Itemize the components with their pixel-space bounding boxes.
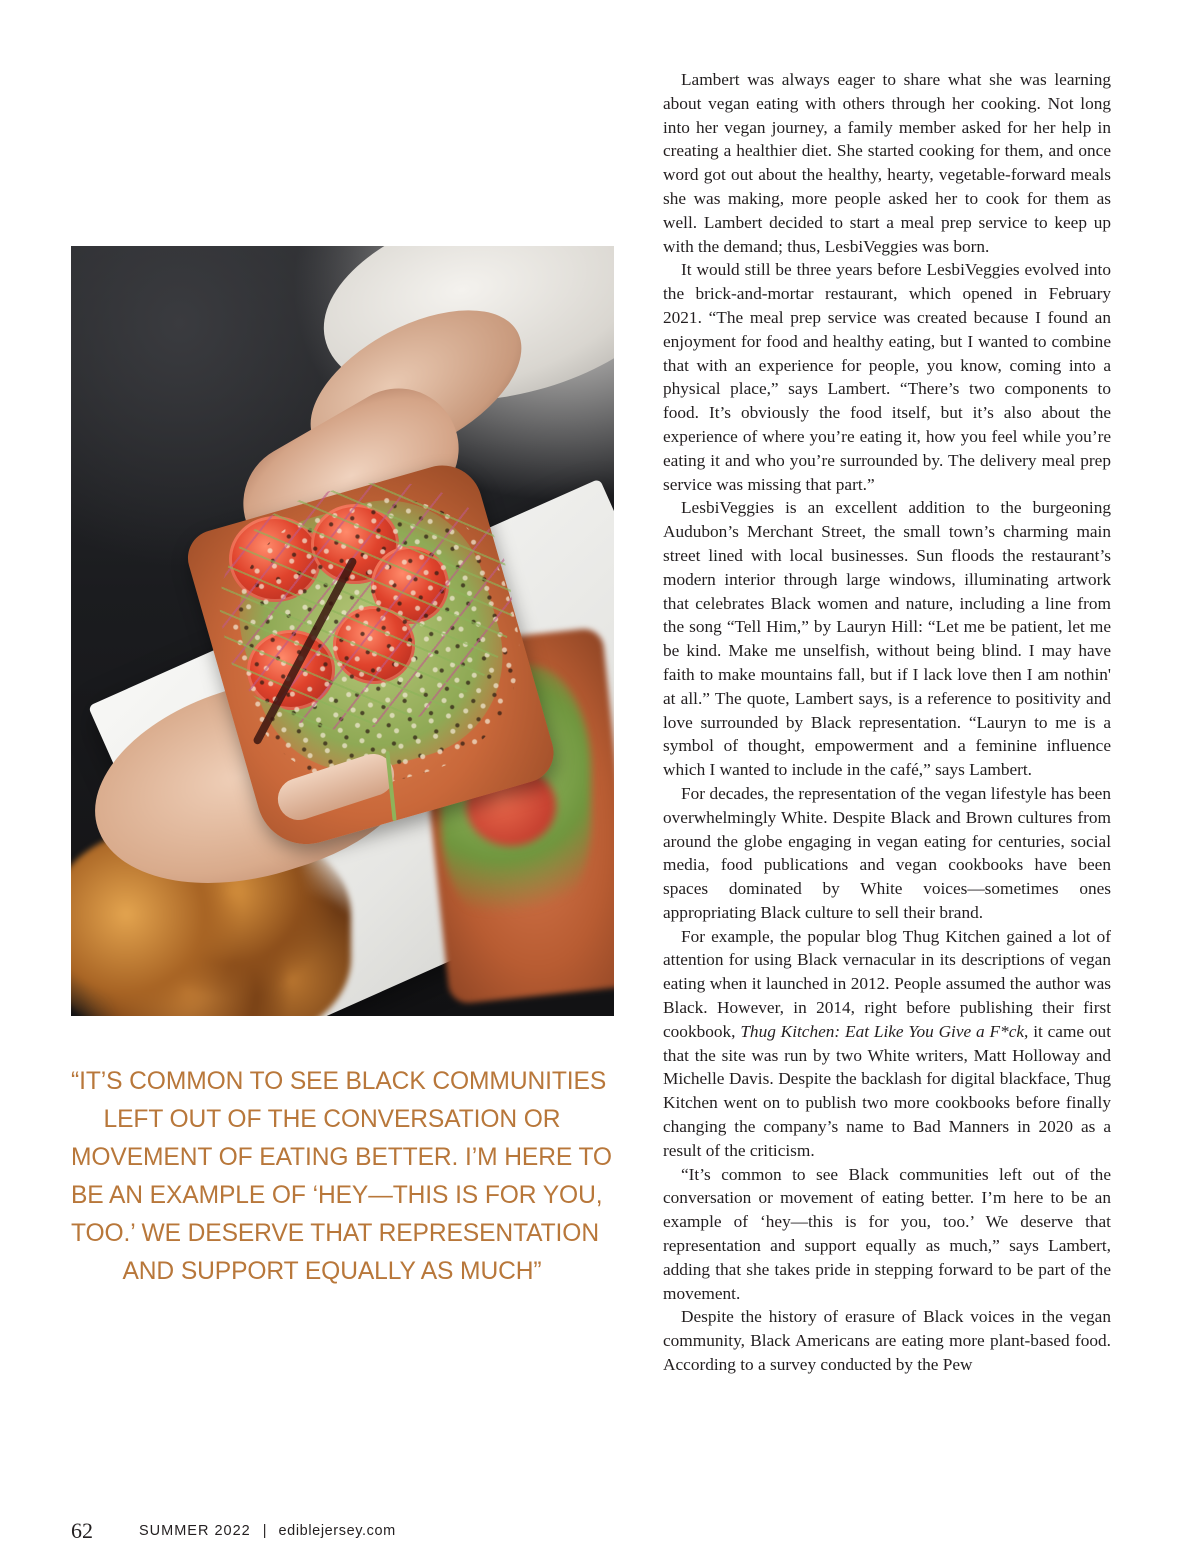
pull-quote-line: “IT’S COMMON TO SEE BLACK COMMUNITIES xyxy=(71,1068,607,1095)
pull-quote-line: BE AN EXAMPLE OF ‘HEY—THIS IS FOR YOU, xyxy=(71,1182,603,1210)
article-paragraph: Despite the history of erasure of Black voices in the vegan community, Black Americans are eating more plant-based food. According to a survey conducted by the Pew xyxy=(663,1307,1111,1375)
page-number: 62 xyxy=(71,1518,93,1543)
pull-quote-line: TOO.’ WE DESERVE THAT REPRESENTATION xyxy=(71,1220,599,1248)
article-paragraph: It would still be three years before LesbiVeggies evolved into the brick-and-mortar restaurant, which opened in February 2021. “The meal prep service was created because I found an enjoyment for food and healthy eating, but I wanted to combine that with an experience for people, you know, coming into a physical place,” says Lambert. “There’s two components to food. It’s obviously the food itself, but it’s also about the experience of where you’re eating it, how you feel while you’re eating it and who you’re surrounded by. The delivery meal prep service was missing that part.” xyxy=(663,260,1111,494)
pull-quote-line: MOVEMENT OF EATING BETTER. I’M HERE TO xyxy=(71,1144,612,1172)
footer-separator: | xyxy=(262,1523,267,1539)
article-body xyxy=(663,68,1111,1377)
article-paragraph: For decades, the representation of the vegan lifestyle has been overwhelmingly White. Despite Black and Brown cultures from around the globe engaging in vegan eating for centuries, social media, food publications and vegan cookbooks have been spaces dominated by White voices—sometimes ones appropriating Black culture to sell their brand. xyxy=(663,783,1111,922)
paragraph-text: For example, the popular blog Thug Kitchen gained a lot of attention for using Black vernacular in its descriptions of vegan eating when it launched in 2012. People assumed the author was Black. However, in 2014, right before publishing their first cookbook, xyxy=(663,926,1111,1041)
article-paragraph: Lambert was always eager to share what she was learning about vegan eating with others through her cooking. Not long into her vegan journey, a family member asked for her help in creating a healthier diet. She started cooking for them, and once word got out about the healthy, hearty, vegetable-forward meals she was making, more people asked her to cook for them as well. Lambert decided to start a meal prep service to keep up with the demand; thus, LesbiVeggies was born. xyxy=(663,70,1111,256)
website-link[interactable]: ediblejersey.com xyxy=(278,1523,396,1539)
pull-quote xyxy=(71,1063,612,1292)
issue-label: SUMMER 2022 xyxy=(139,1523,251,1539)
page-footer xyxy=(71,1518,396,1544)
pull-quote-line: AND SUPPORT EQUALLY AS MUCH” xyxy=(122,1258,542,1286)
article-paragraph xyxy=(663,925,1111,1163)
article-paragraph: “It’s common to see Black communities left out of the conversation or movement of eating better. I’m here to be an example of ‘hey—this is for you, too.’ We deserve that representation and support equally as much,” says Lambert, adding that she takes pride in stepping forward to be part of the movement. xyxy=(663,1164,1111,1303)
paragraph-text: , it came out that the site was run by two White writers, Matt Holloway and Michelle Davis. Despite the backlash for digital blackface, Thug Kitchen went on to publish two more cookbooks before finally changing the company’s name to Bad Manners in 2020 as a result of the criticism. xyxy=(663,1021,1112,1160)
pull-quote-line: LEFT OUT OF THE CONVERSATION OR xyxy=(103,1106,561,1134)
book-title: Thug Kitchen: Eat Like You Give a F*ck xyxy=(740,1021,1025,1041)
food-photo xyxy=(71,246,614,1016)
article-paragraph: LesbiVeggies is an excellent addition to the burgeoning Audubon’s Merchant Street, the small town’s charming main street lined with local businesses. Sun floods the restaurant’s modern interior through large windows, illuminating artwork that celebrates Black women and nature, including a line from the song “Tell Him,” by Lauryn Hill: “Let me be patient, let me be kind. Make me unselfish, without being blind. I may have faith to make mountains fall, but if I lack love then I am nothin' at all.” The quote, Lambert says, is a reference to positivity and love surrounded by Black representation. “Lauryn to me is a symbol of thought, empowerment and a feminine influence which I wanted to include in the café,” says Lambert. xyxy=(663,498,1111,780)
